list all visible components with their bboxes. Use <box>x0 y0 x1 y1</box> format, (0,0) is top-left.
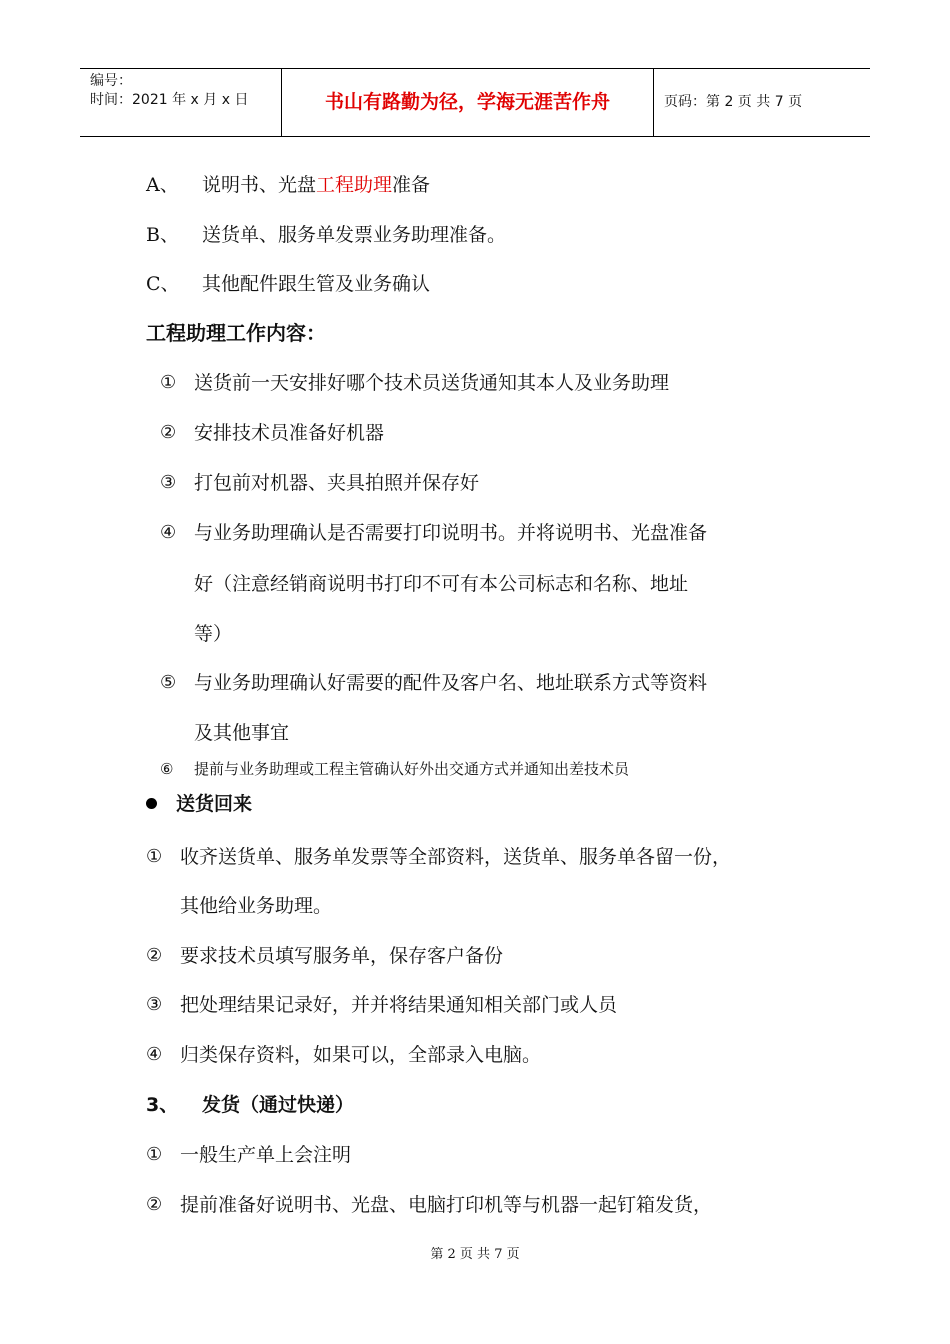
item-marker: ④ <box>160 522 177 543</box>
item-text: 与业务助理确认是否需要打印说明书。并将说明书、光盘准备 <box>194 522 708 544</box>
header-motto: 书山有路勤为径，学海无涯苦作舟 <box>324 91 610 113</box>
item-text: 等） <box>194 623 233 645</box>
section-heading: 发货（通过快递） <box>202 1094 355 1116</box>
item-marker: ⑤ <box>160 672 177 693</box>
list-item-marker: A、 <box>146 174 179 196</box>
highlighted-text: 工程助理 <box>316 174 393 196</box>
item-text: 打包前对机器、夹具拍照并保存好 <box>194 472 480 494</box>
text-segment: 准备 <box>392 174 431 196</box>
list-item-text <box>202 173 430 197</box>
number-label: 编号： <box>90 73 132 89</box>
bullet-icon <box>146 798 157 809</box>
item-text: 其他给业务助理。 <box>180 895 333 917</box>
item-marker: ① <box>160 372 177 393</box>
list-item-text: 其他配件跟生管及业务确认 <box>202 273 431 295</box>
item-text: 与业务助理确认好需要的配件及客户名、地址联系方式等资料 <box>194 672 708 694</box>
item-text: 提前与业务助理或工程主管确认好外出交通方式并通知出差技术员 <box>194 760 630 778</box>
section-heading: 工程助理工作内容： <box>146 321 326 345</box>
list-item-marker: C、 <box>146 273 180 295</box>
time-label: 时间：2021 年 x 月 x 日 <box>90 92 249 108</box>
text-segment: 说明书、光盘 <box>202 174 317 196</box>
item-text: 送货前一天安排好哪个技术员送货通知其本人及业务助理 <box>194 372 670 394</box>
item-text: 一般生产单上会注明 <box>180 1144 352 1166</box>
item-marker: ① <box>146 1144 163 1165</box>
header-divider <box>653 69 654 136</box>
item-text: 提前准备好说明书、光盘、电脑打印机等与机器一起钉箱发货， <box>180 1194 713 1216</box>
item-text: 要求技术员填写服务单，保存客户备份 <box>180 945 504 967</box>
item-marker: ② <box>160 422 177 443</box>
list-item-text: 送货单、服务单发票业务助理准备。 <box>202 224 507 246</box>
item-marker: ② <box>146 945 163 966</box>
item-text: 及其他事宜 <box>194 722 290 744</box>
item-text: 收齐送货单、服务单发票等全部资料，送货单、服务单各留一份， <box>180 846 732 868</box>
page-footer: 第 2 页 共 7 页 <box>430 1247 520 1262</box>
item-marker: ① <box>146 846 163 867</box>
item-marker: ③ <box>146 994 163 1015</box>
header-meta <box>80 69 281 136</box>
section-number: 3、 <box>146 1094 179 1116</box>
page-number-label: 页码：第 2 页 共 7 页 <box>664 94 803 110</box>
item-text: 安排技术员准备好机器 <box>194 422 385 444</box>
list-item-marker: B、 <box>146 224 179 246</box>
item-marker: ⑥ <box>160 760 174 778</box>
item-text: 把处理结果记录好，并并将结果通知相关部门或人员 <box>180 994 618 1016</box>
item-text: 好（注意经销商说明书打印不可有本公司标志和名称、地址 <box>194 573 689 595</box>
item-marker: ④ <box>146 1044 163 1065</box>
item-text: 归类保存资料，如果可以，全部录入电脑。 <box>180 1044 542 1066</box>
page-header <box>80 68 870 137</box>
section-heading: 送货回来 <box>176 793 253 815</box>
item-marker: ② <box>146 1194 163 1215</box>
item-marker: ③ <box>160 472 177 493</box>
